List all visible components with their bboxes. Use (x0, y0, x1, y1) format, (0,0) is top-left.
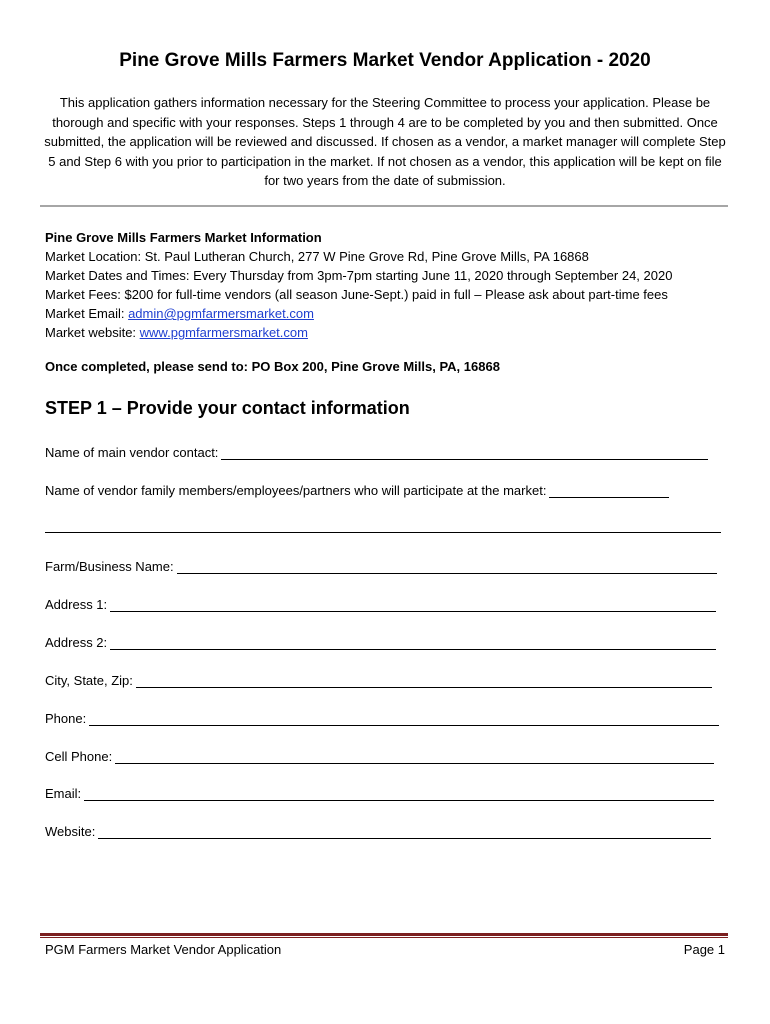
website-field (45, 821, 711, 839)
cell-phone-field (45, 746, 714, 764)
send-to-address: Once completed, please send to: PO Box 200, Pine Grove Mills, PA, 16868 (45, 359, 500, 374)
family-members-input-continued[interactable] (45, 531, 721, 533)
business-name-input[interactable] (177, 561, 717, 574)
footer-divider-thin (40, 937, 728, 938)
section-divider (40, 205, 728, 207)
market-website-label: Market website: (45, 325, 140, 340)
business-name-label: Farm/Business Name: (45, 559, 174, 574)
email-label: Email: (45, 786, 82, 801)
market-website-line (45, 323, 735, 342)
phone-input[interactable] (89, 713, 719, 726)
phone-field (45, 708, 719, 726)
intro-paragraph: This application gathers information necessary for the Steering Committee to process your application. Please be thorough and specific with your responses. Steps 1 through 4 are to be completed by you and then submitted. Once submitted, the application will be reviewed and discussed. If chosen as a vendor, a market manager will complete Step 5 and Step 6 with you prior to participation in the market. If not chosen as a vendor, this application will be kept on file for two years from the date of submission. (44, 95, 726, 188)
market-email-line (45, 304, 735, 323)
address1-input[interactable] (110, 599, 716, 612)
market-website-link[interactable]: www.pgmfarmersmarket.com (139, 325, 308, 340)
market-email-link[interactable]: admin@pgmfarmersmarket.com (128, 306, 314, 321)
address2-label: Address 2: (45, 635, 108, 650)
footer-divider-thick (40, 933, 728, 936)
main-contact-input[interactable] (221, 447, 708, 460)
main-contact-label: Name of main vendor contact: (45, 445, 219, 460)
market-email-label: Market Email: (45, 306, 129, 321)
city-state-zip-label: City, State, Zip: (45, 673, 133, 688)
main-contact-field (45, 442, 708, 460)
website-label: Website: (45, 824, 96, 839)
cell-phone-label: Cell Phone: (45, 749, 113, 764)
address2-field (45, 632, 716, 650)
city-state-zip-input[interactable] (136, 675, 712, 688)
email-input[interactable] (84, 788, 714, 801)
market-info-block (45, 228, 735, 342)
business-name-field (45, 556, 717, 574)
market-fees: Market Fees: $200 for full-time vendors (all season June-Sept.) paid in full – Please ask about part-time fees (45, 287, 668, 302)
market-info-heading: Pine Grove Mills Farmers Market Information (45, 230, 322, 245)
step1-heading: STEP 1 – Provide your contact information (45, 398, 410, 418)
market-location: Market Location: St. Paul Lutheran Church, 277 W Pine Grove Rd, Pine Grove Mills, PA 16868 (45, 249, 589, 264)
footer-page-number: Page 1 (683, 942, 725, 957)
website-input[interactable] (98, 826, 711, 839)
address2-input[interactable] (110, 637, 716, 650)
address1-label: Address 1: (45, 597, 108, 612)
email-field (45, 783, 714, 801)
market-dates: Market Dates and Times: Every Thursday from 3pm-7pm starting June 11, 2020 through September 24, 2020 (45, 268, 673, 283)
cell-phone-input[interactable] (115, 751, 714, 764)
footer-document-title: PGM Farmers Market Vendor Application (45, 942, 282, 957)
family-members-field (45, 480, 669, 498)
page-title: Pine Grove Mills Farmers Market Vendor Application - 2020 (119, 50, 651, 71)
city-state-zip-field (45, 670, 712, 688)
phone-label: Phone: (45, 711, 87, 726)
family-members-label: Name of vendor family members/employees/partners who will participate at the market: (45, 483, 547, 498)
family-members-input[interactable] (549, 485, 669, 498)
address1-field (45, 594, 716, 612)
